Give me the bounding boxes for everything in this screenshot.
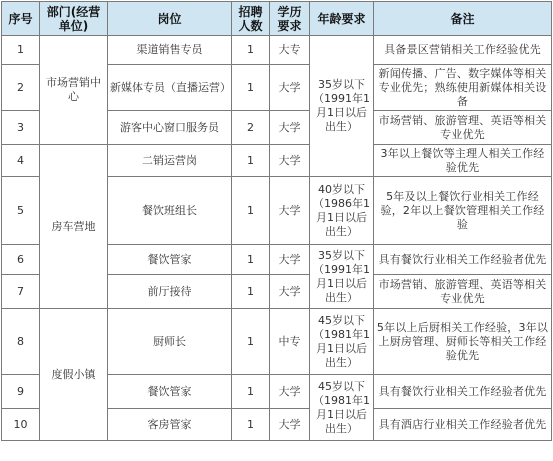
note-cell: 具备景区营销相关工作经验优先 (374, 36, 552, 65)
count-cell: 1 (232, 177, 270, 245)
count-cell: 1 (232, 409, 270, 441)
note-cell: 具有餐饮行业相关工作经验者优先 (374, 245, 552, 275)
edu-cell: 大学 (270, 375, 310, 409)
table-row (2, 309, 552, 375)
recruitment-table (1, 1, 552, 441)
header-edu: 学历要求 (270, 2, 310, 36)
age-cell: 45岁以下（1981年1月1日以后出生） (310, 375, 374, 441)
count-cell: 1 (232, 65, 270, 111)
note-cell: 具有酒店行业相关工作经验者优先 (374, 409, 552, 441)
count-cell: 1 (232, 275, 270, 309)
table-row (2, 145, 552, 177)
dept-cell-fangche: 房车营地 (40, 145, 108, 309)
seq-cell: 4 (2, 145, 40, 177)
note-cell: 市场营销、旅游管理、英语等相关专业优先 (374, 111, 552, 145)
table-row (2, 36, 552, 65)
count-cell: 1 (232, 145, 270, 177)
header-age: 年龄要求 (310, 2, 374, 36)
age-cell: 45岁以下（1981年1月1日以后出生） (310, 309, 374, 375)
seq-cell: 1 (2, 36, 40, 65)
edu-cell: 大学 (270, 245, 310, 275)
note-cell: 市场营销、旅游管理、英语等相关专业优先 (374, 275, 552, 309)
header-count: 招聘人数 (232, 2, 270, 36)
count-cell: 2 (232, 111, 270, 145)
post-cell: 餐饮管家 (108, 375, 232, 409)
note-cell: 5年及以上餐饮行业相关工作经验，2年以上餐饮管理相关工作经验 (374, 177, 552, 245)
post-cell: 客房管家 (108, 409, 232, 441)
count-cell: 1 (232, 309, 270, 375)
dept-cell-marketing: 市场营销中心 (40, 36, 108, 145)
edu-cell: 大学 (270, 409, 310, 441)
count-cell: 1 (232, 245, 270, 275)
edu-cell: 大学 (270, 65, 310, 111)
count-cell: 1 (232, 375, 270, 409)
seq-cell: 10 (2, 409, 40, 441)
edu-cell: 中专 (270, 309, 310, 375)
header-dept: 部门(经营单位) (40, 2, 108, 36)
post-cell: 厨师长 (108, 309, 232, 375)
seq-cell: 5 (2, 177, 40, 245)
seq-cell: 3 (2, 111, 40, 145)
seq-cell: 8 (2, 309, 40, 375)
edu-cell: 大学 (270, 275, 310, 309)
seq-cell: 9 (2, 375, 40, 409)
post-cell: 渠道销售专员 (108, 36, 232, 65)
header-seq: 序号 (2, 2, 40, 36)
count-cell: 1 (232, 36, 270, 65)
post-cell: 前厅接待 (108, 275, 232, 309)
age-cell: 35岁以下（1991年1月1日以后出生） (310, 245, 374, 309)
seq-cell: 7 (2, 275, 40, 309)
header-note: 备注 (374, 2, 552, 36)
header-row (2, 2, 552, 36)
seq-cell: 2 (2, 65, 40, 111)
header-post: 岗位 (108, 2, 232, 36)
post-cell: 餐饮管家 (108, 245, 232, 275)
age-cell: 40岁以下（1986年1月1日以后出生） (310, 177, 374, 245)
note-cell: 3年以上餐饮等主理人相关工作经验优先 (374, 145, 552, 177)
note-cell: 5年以上后厨相关工作经验，3年以上厨房管理、厨师长等相关工作经验优先 (374, 309, 552, 375)
post-cell: 二销运营岗 (108, 145, 232, 177)
note-cell: 具有餐饮行业相关工作经验者优先 (374, 375, 552, 409)
post-cell: 游客中心窗口服务员 (108, 111, 232, 145)
dept-cell-resort: 度假小镇 (40, 309, 108, 441)
note-cell: 新闻传播、广告、数字媒体等相关专业优先；熟练使用新媒体相关设备 (374, 65, 552, 111)
post-cell: 餐饮班组长 (108, 177, 232, 245)
seq-cell: 6 (2, 245, 40, 275)
age-cell: 35岁以下（1991年1月1日以后出生） (310, 36, 374, 177)
edu-cell: 大专 (270, 36, 310, 65)
edu-cell: 大学 (270, 145, 310, 177)
post-cell: 新媒体专员（直播运营） (108, 65, 232, 111)
edu-cell: 大学 (270, 111, 310, 145)
edu-cell: 大学 (270, 177, 310, 245)
